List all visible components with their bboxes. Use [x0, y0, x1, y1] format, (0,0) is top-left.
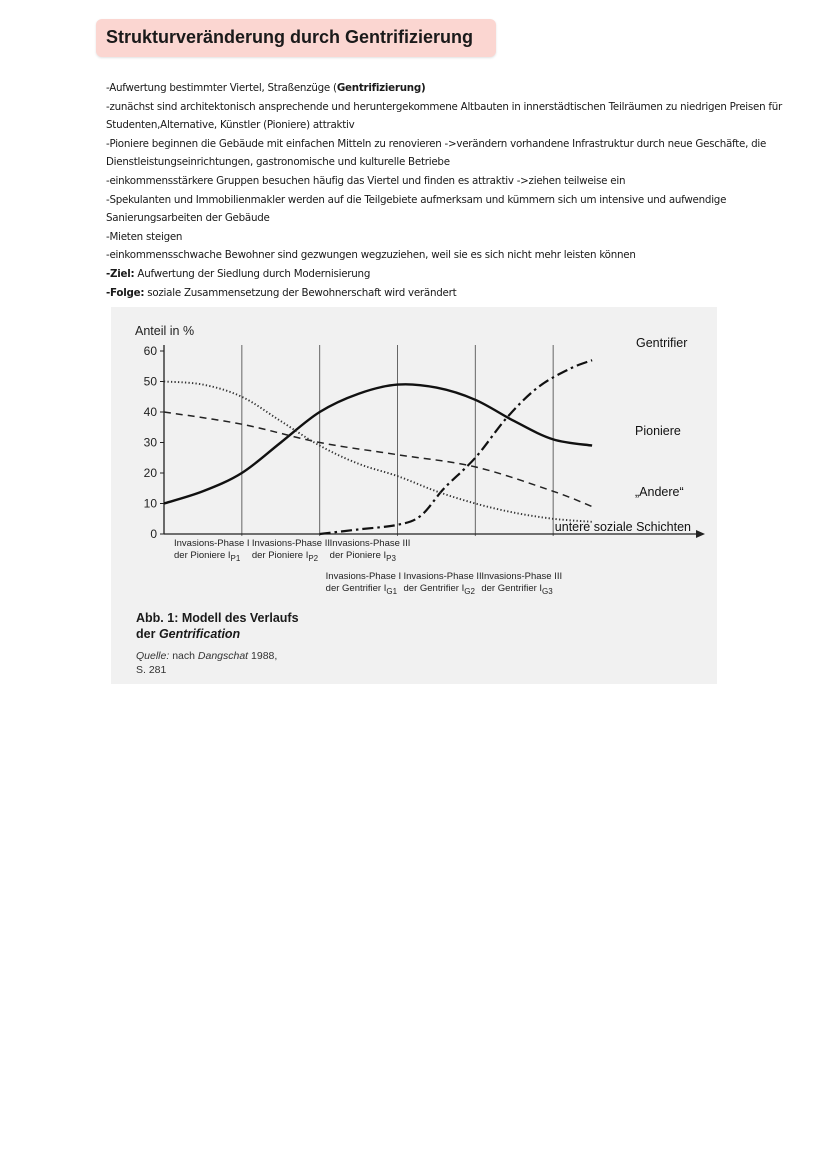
- x-axis-arrow: [696, 530, 705, 538]
- y-tick-label: 50: [143, 374, 157, 389]
- series-label-0: Pioniere: [635, 424, 681, 438]
- note-line: -Pioniere beginnen die Gebäude mit einfachen Mitteln zu renovieren ->verändern vorhandene Infrastruktur durch neue Geschäfte, die Dienstleistungseinrichtungen, gastronomische und kulturelle Betriebe: [106, 137, 767, 169]
- figure-gentrification-model: [111, 307, 717, 684]
- notes-list: [106, 79, 806, 302]
- y-tick-label: 0: [150, 527, 157, 541]
- series-line-0: [164, 384, 592, 503]
- title-box: [96, 19, 496, 57]
- gentrifier-phase-label-0: Invasions-Phase I: [325, 571, 402, 582]
- pioneer-phase-sub-label-2: der Pioniere $I_{P3}$: [329, 550, 396, 563]
- series-line-1: [320, 360, 592, 534]
- note-line: -zunächst sind architektonisch ansprechende und heruntergekommene Altbauten in innerstädtischen Teilräumen zu niedrigen Preisen für Studenten,Alternative, Künstler (Pioniere) attraktiv: [106, 100, 783, 132]
- caption-line-2: der Gentrification: [136, 627, 241, 641]
- series-label-2: „Andere“: [635, 485, 684, 499]
- gentrifier-phase-sub-label-0: der Gentrifier $I_{G1}$: [325, 583, 398, 596]
- series-label-1: Gentrifier: [636, 336, 688, 350]
- note-line: -einkommensstärkere Gruppen besuchen häufig das Viertel und finden es attraktiv ->ziehen teilweise ein: [106, 174, 626, 187]
- note-line: -einkommensschwache Bewohner sind gezwungen wegzuziehen, weil sie es sich nicht mehr leisten können: [106, 249, 636, 262]
- y-tick-label: 40: [143, 405, 157, 419]
- note-line-ziel: -Ziel: Aufwertung der Siedlung durch Modernisierung: [106, 267, 371, 280]
- y-tick-label: 60: [143, 344, 157, 358]
- y-tick-label: 20: [143, 466, 157, 480]
- gentrifier-phase-label-2: Invasions-Phase III: [481, 571, 563, 582]
- series-label-3: untere soziale Schichten: [554, 520, 691, 534]
- pioneer-phase-sub-label-0: der Pioniere $I_{P1}$: [174, 550, 241, 563]
- source-line-1: Quelle: nach Dangschat 1988,: [136, 650, 278, 662]
- pioneer-phase-label-0: Invasions-Phase I: [174, 538, 250, 549]
- gentrifier-phase-label-1: Invasions-Phase II: [403, 571, 482, 582]
- note-line-folge: -Folge: soziale Zusammensetzung der Bewohnerschaft wird verändert: [106, 286, 457, 299]
- series-line-2: [164, 412, 592, 507]
- pioneer-phase-label-2: Invasions-Phase III: [329, 538, 411, 549]
- pioneer-phase-sub-label-1: der Pioniere $I_{P2}$: [251, 550, 319, 563]
- page-title: Strukturveränderung durch Gentrifizierung: [106, 27, 474, 47]
- y-axis-label: Anteil in %: [135, 324, 195, 338]
- gentrifier-phase-sub-label-1: der Gentrifier $I_{G2}$: [403, 583, 475, 596]
- gentrifier-phase-sub-label-2: der Gentrifier $I_{G3}$: [481, 583, 553, 596]
- figure-source: [136, 649, 277, 677]
- y-tick-label: 30: [143, 435, 157, 450]
- note-line: -Aufwertung bestimmter Viertel, Straßenzüge (Gentrifizierung): [106, 82, 426, 94]
- note-line: -Spekulanten und Immobilienmakler werden auf die Teilgebiete aufmerksam und kümmern sich um intensive und aufwendige Sanierungsarbeiten der Gebäude: [106, 193, 727, 225]
- pioneer-phase-label-1: Invasions-Phase II: [251, 538, 330, 549]
- figure-caption: [136, 610, 299, 642]
- source-line-2: S. 281: [136, 664, 167, 676]
- chart-svg: [111, 307, 717, 607]
- y-tick-label: 10: [143, 496, 157, 511]
- caption-line-1: Abb. 1: Modell des Verlaufs: [136, 611, 299, 625]
- note-line: -Mieten steigen: [106, 230, 183, 243]
